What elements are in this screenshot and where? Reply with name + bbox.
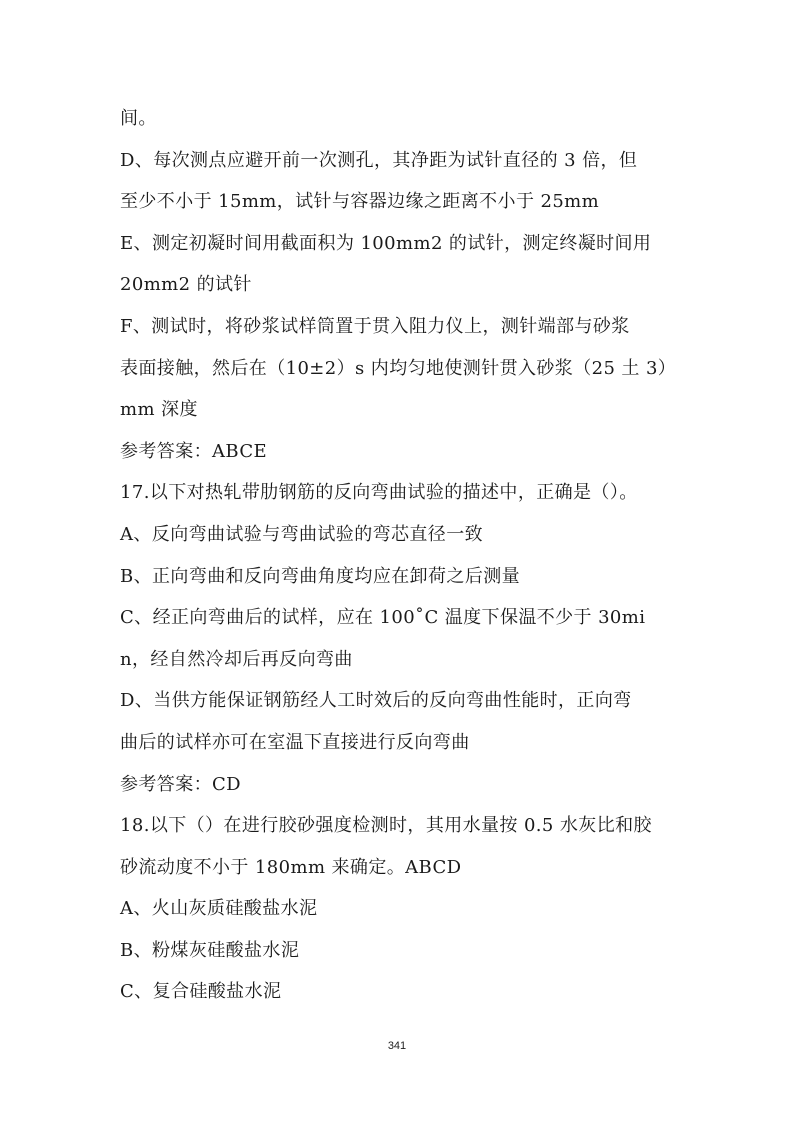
answer-q17: 参考答案：CD — [120, 773, 242, 795]
q17-option-c-line-1: C、经正向弯曲后的试样，应在 100˚C 温度下保温不少于 30mi — [120, 607, 646, 629]
question-18-line-1: 18.以下（）在进行胶砂强度检测时，其用水量按 0.5 水灰比和胶 — [120, 815, 652, 837]
option-e-line-1: E、测定初凝时间用截面积为 100mm2 的试针，测定终凝时间用 — [120, 232, 652, 254]
q18-option-c: C、复合硅酸盐水泥 — [120, 981, 282, 1003]
option-d-line-1: D、每次测点应避开前一次测孔，其净距为试针直径的 3 倍，但 — [120, 149, 638, 171]
option-f-line-2: 表面接触，然后在（10±2）s 内均匀地使测针贯入砂浆（25 土 3） — [120, 357, 677, 379]
question-17: 17.以下对热轧带肋钢筋的反向弯曲试验的描述中，正确是（）。 — [120, 482, 638, 504]
q17-option-a: A、反向弯曲试验与弯曲试验的弯芯直径一致 — [120, 523, 483, 545]
page-number: 341 — [387, 1040, 407, 1052]
option-e-line-2: 20mm2 的试针 — [120, 274, 252, 296]
q18-option-b: B、粉煤灰硅酸盐水泥 — [120, 939, 300, 961]
q18-option-a: A、火山灰质硅酸盐水泥 — [120, 898, 318, 920]
option-d-line-2: 至少不小于 15mm，试针与容器边缘之距离不小于 25mm — [120, 191, 600, 213]
answer-q16: 参考答案：ABCE — [120, 440, 268, 462]
option-f-line-1: F、测试时，将砂浆试样筒置于贯入阻力仪上，测针端部与砂浆 — [120, 315, 630, 337]
question-18-line-2: 砂流动度不小于 180mm 来确定。ABCD — [120, 856, 462, 878]
option-f-line-3: mm 深度 — [120, 399, 198, 421]
q17-option-d-line-2: 曲后的试样亦可在室温下直接进行反向弯曲 — [120, 731, 470, 753]
q17-option-c-line-2: n，经自然冷却后再反向弯曲 — [120, 648, 353, 670]
q17-option-b: B、正向弯曲和反向弯曲角度均应在卸荷之后测量 — [120, 565, 521, 587]
page-content — [120, 98, 676, 1013]
q17-option-d-line-1: D、当供方能保证钢筋经人工时效后的反向弯曲性能时，正向弯 — [120, 690, 632, 712]
text-line-continuation: 间。 — [120, 108, 157, 129]
